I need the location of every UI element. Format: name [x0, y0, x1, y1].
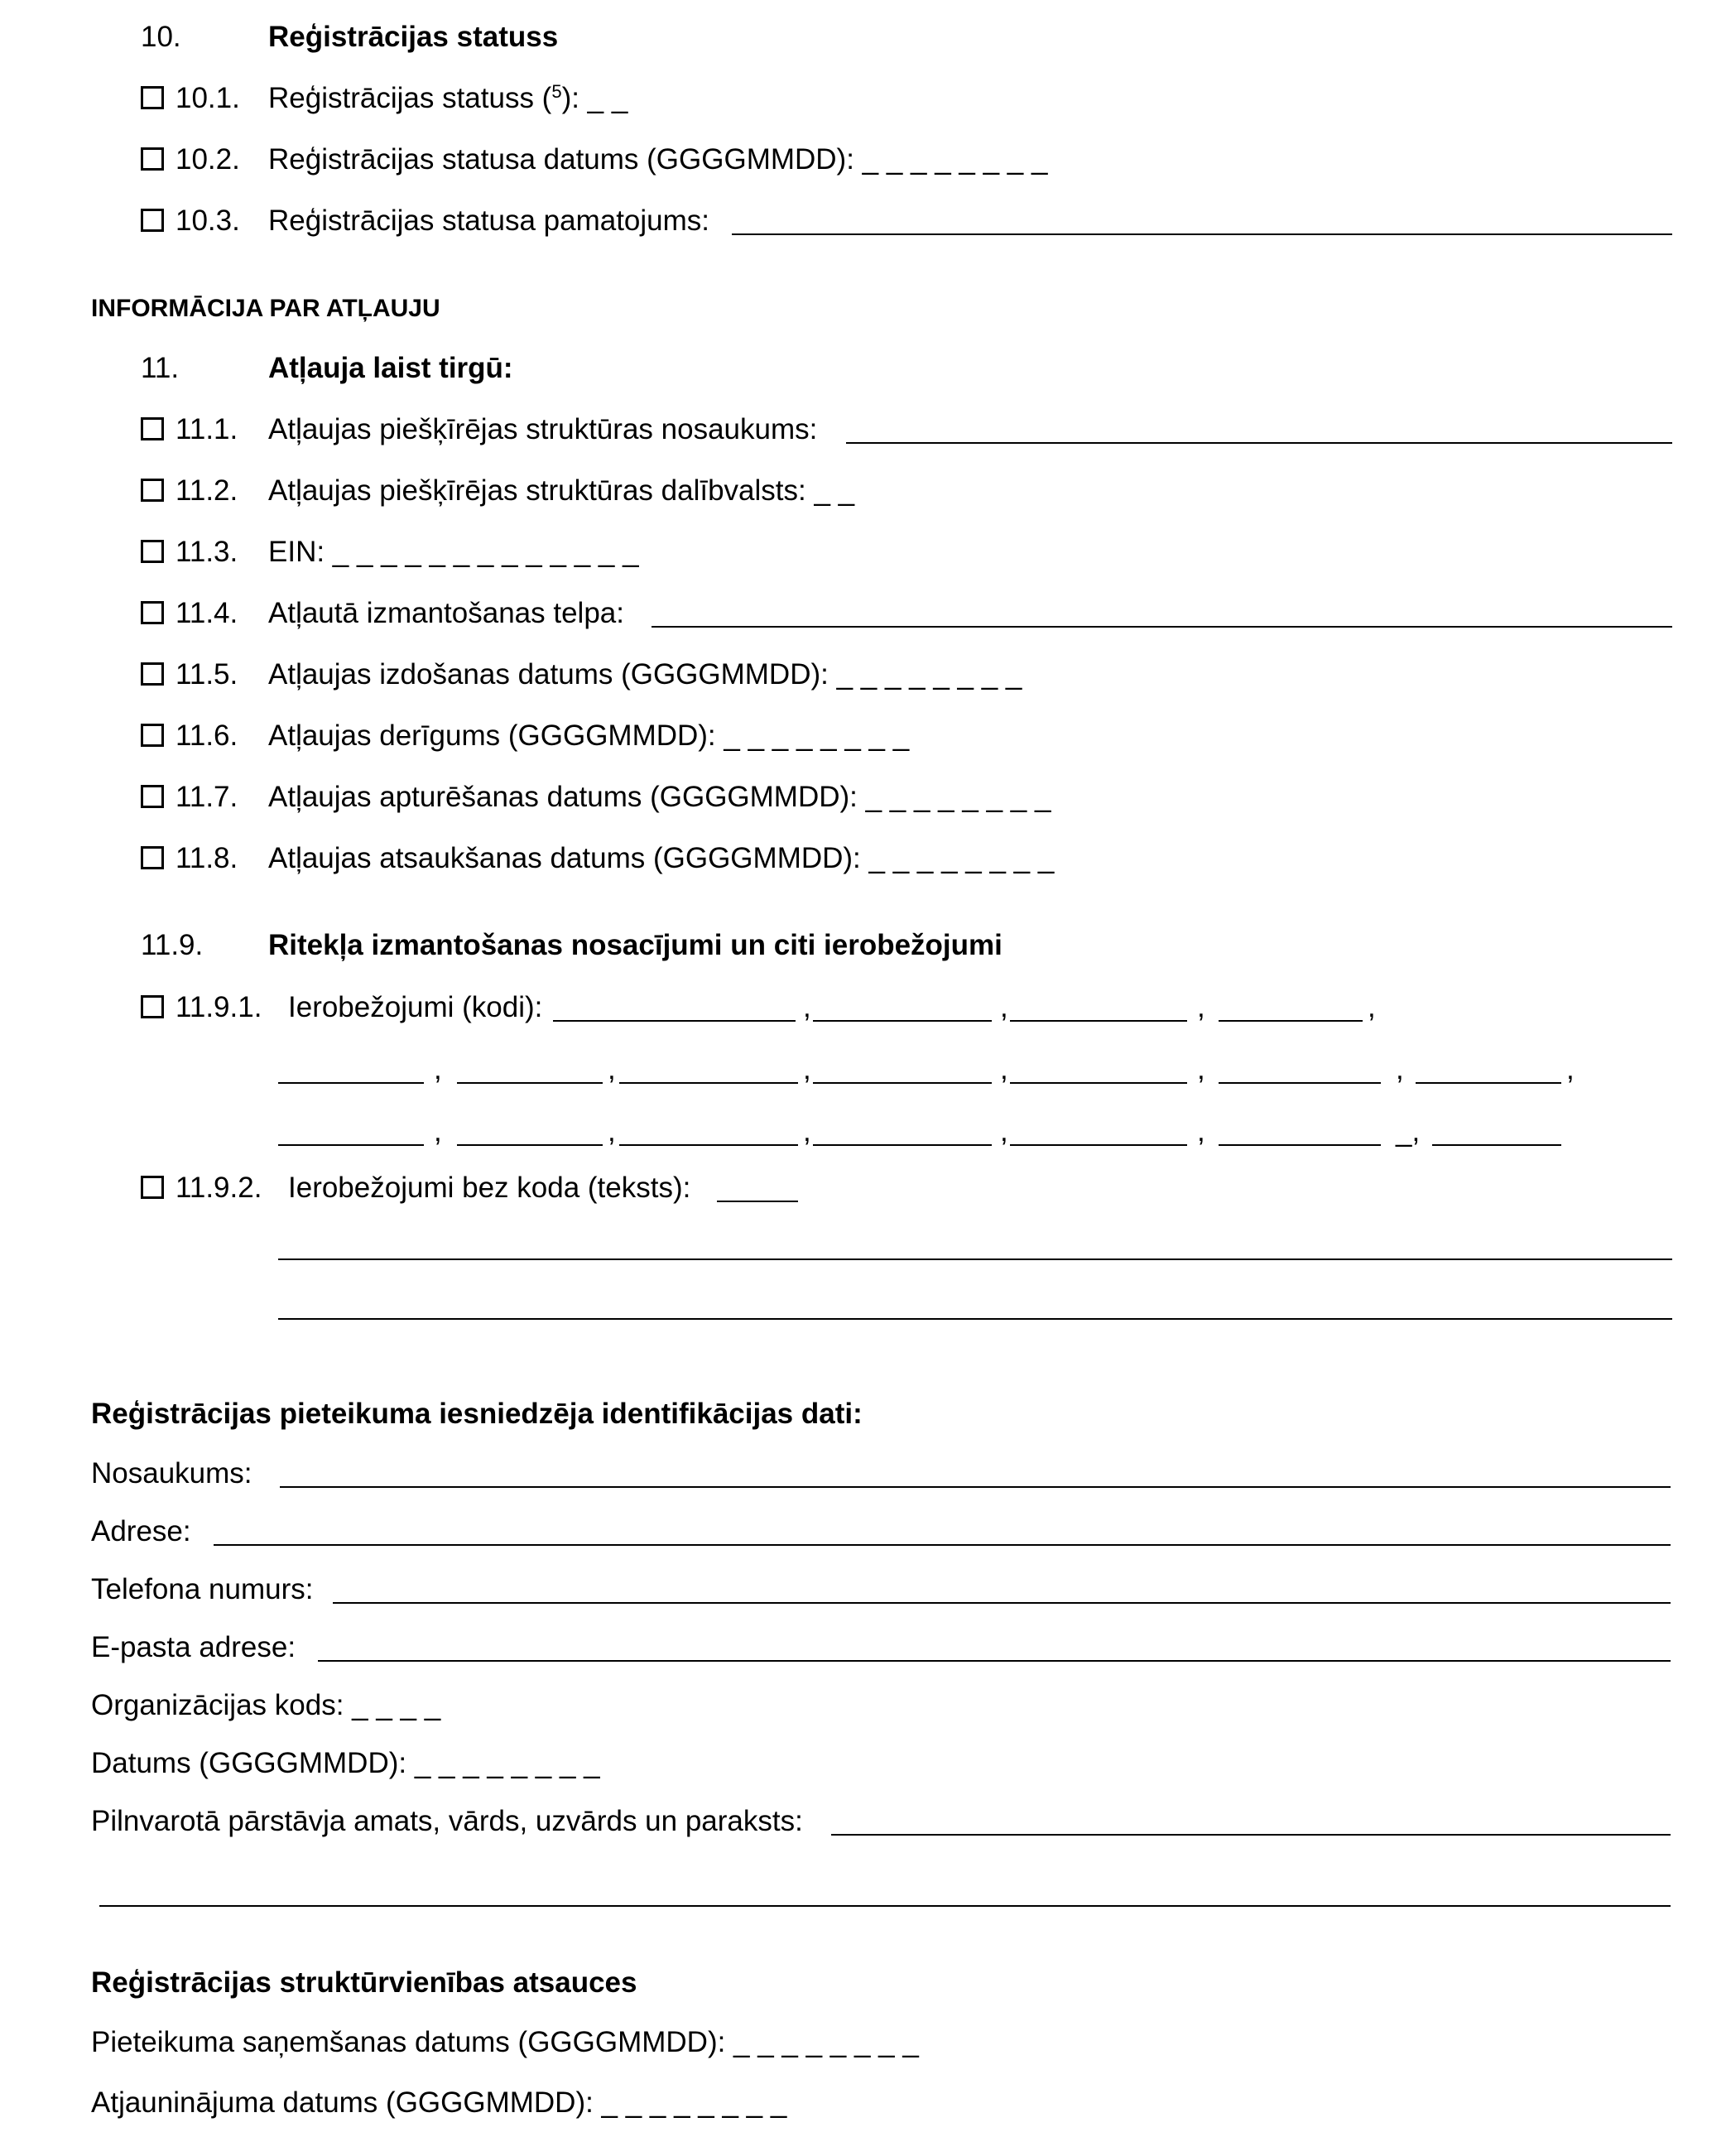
- permit-heading: [0, 288, 1731, 330]
- checkbox[interactable]: [141, 1176, 164, 1199]
- section-11-9-header: [0, 925, 1731, 966]
- field-label: Reģistrācijas statusa pamatojums:: [268, 205, 709, 237]
- field-10-1: [0, 78, 1731, 119]
- code-line[interactable]: [1219, 1144, 1381, 1146]
- field-number: 11.2.: [176, 474, 238, 507]
- field-number: 11.3.: [176, 536, 238, 568]
- heading: Reģistrācijas pieteikuma iesniedzēja identifikācijas dati:: [91, 1398, 863, 1430]
- checkbox[interactable]: [141, 417, 164, 440]
- field-label: Organizācijas kods: _ _ _ _: [91, 1689, 441, 1721]
- field-11-1: [0, 409, 1731, 450]
- field-label: Atjauninājuma datums (GGGGMMDD): _ _ _ _ _ _ _ _: [91, 2086, 787, 2119]
- checkbox[interactable]: [141, 846, 164, 869]
- fill-line[interactable]: [732, 233, 1672, 235]
- field-11-8: [0, 838, 1731, 879]
- heading: Reģistrācijas struktūrvienības atsauces: [91, 1966, 637, 1999]
- checkbox[interactable]: [141, 662, 164, 686]
- code-line[interactable]: [1010, 1082, 1187, 1084]
- field-11-2: [0, 470, 1731, 512]
- field-label: Atļaujas izdošanas datums (GGGGMMDD): _ _ _ _ _ _ _ _: [268, 658, 1022, 691]
- code-line[interactable]: [1219, 1082, 1381, 1084]
- code-line-row-2: , , , , , , ,: [0, 1049, 1731, 1090]
- field-label: Reģistrācijas statusa datums (GGGGMMDD): _ _ _ _ _ _ _ _: [268, 143, 1048, 176]
- code-line[interactable]: [553, 1020, 796, 1022]
- field-label: Telefona numurs:: [91, 1573, 314, 1605]
- code-line[interactable]: [1219, 1020, 1363, 1022]
- fill-line[interactable]: [717, 1201, 798, 1202]
- checkbox[interactable]: [141, 995, 164, 1018]
- applicant-heading: [0, 1393, 1731, 1435]
- field-label: E-pasta adrese:: [91, 1631, 296, 1663]
- code-line[interactable]: [278, 1082, 424, 1084]
- checkbox[interactable]: [141, 86, 164, 109]
- code-line[interactable]: [1010, 1020, 1187, 1022]
- field-10-2: [0, 139, 1731, 180]
- code-line[interactable]: [619, 1082, 798, 1084]
- field-label: Atļaujas atsaukšanas datums (GGGGMMDD): _ _ _ _ _ _ _ _: [268, 842, 1055, 874]
- field-number: 11.9.1.: [176, 991, 262, 1023]
- checkbox[interactable]: [141, 209, 164, 232]
- field-11-9-1: 11.9.1. Ierobežojumi (kodi): , , , ,: [0, 987, 1731, 1028]
- field-number: 11.7.: [176, 781, 238, 813]
- section-11-header: [0, 348, 1731, 389]
- field-label: Atļaujas piešķīrējas struktūras dalībvalsts: _ _: [268, 474, 855, 507]
- section-number: 10.: [141, 21, 181, 53]
- field-label: Pilnvarotā pārstāvja amats, vārds, uzvārds un paraksts:: [91, 1805, 803, 1837]
- code-line[interactable]: [813, 1020, 992, 1022]
- code-line[interactable]: [813, 1144, 992, 1146]
- applicant-date: [0, 1743, 1731, 1784]
- section-number: 11.: [141, 352, 180, 384]
- field-label: Ierobežojumi (kodi):: [288, 991, 543, 1023]
- field-label: Atļaujas derīgums (GGGGMMDD): _ _ _ _ _ _ _ _: [268, 719, 910, 752]
- applicant-name: [0, 1453, 1731, 1494]
- field-number: 10.2.: [176, 143, 240, 176]
- field-label: Adrese:: [91, 1515, 191, 1547]
- code-line[interactable]: [1010, 1144, 1187, 1146]
- field-number: 11.8.: [176, 842, 238, 874]
- field-number: 10.1.: [176, 82, 240, 114]
- applicant-org-code: [0, 1685, 1731, 1726]
- checkbox[interactable]: [141, 479, 164, 502]
- field-10-3: [0, 200, 1731, 242]
- field-number: 11.6.: [176, 719, 238, 752]
- registry-updated: [0, 2082, 1731, 2124]
- code-line[interactable]: [813, 1082, 992, 1084]
- applicant-phone: [0, 1569, 1731, 1610]
- section-title: Reģistrācijas statuss: [268, 21, 559, 53]
- field-11-4: [0, 593, 1731, 634]
- field-11-6: [0, 715, 1731, 757]
- code-line[interactable]: [457, 1144, 603, 1146]
- field-label: Nosaukums:: [91, 1457, 252, 1489]
- field-label: Atļaujas apturēšanas datums (GGGGMMDD): _ _ _ _ _ _ _ _: [268, 781, 1051, 813]
- field-number: 10.3.: [176, 205, 240, 237]
- field-label: Datums (GGGGMMDD): _ _ _ _ _ _ _ _: [91, 1747, 600, 1779]
- field-label: Pieteikuma saņemšanas datums (GGGGMMDD): _ _ _ _ _ _ _ _: [91, 2026, 919, 2058]
- applicant-address: [0, 1511, 1731, 1552]
- rep-line[interactable]: [831, 1834, 1671, 1836]
- field-label: Atļautā izmantošanas telpa:: [268, 597, 624, 629]
- section-title: Atļauja laist tirgū:: [268, 352, 513, 384]
- field-number: 11.4.: [176, 597, 238, 629]
- code-line[interactable]: [619, 1144, 798, 1146]
- heading: INFORMĀCIJA PAR ATĻAUJU: [91, 295, 440, 322]
- section-10-header: [0, 17, 1731, 58]
- applicant-email: [0, 1627, 1731, 1668]
- field-label: EIN: _ _ _ _ _ _ _ _ _ _ _ _ _: [268, 536, 639, 568]
- field-11-9-2: [0, 1167, 1731, 1209]
- field-11-7: [0, 777, 1731, 818]
- registry-received: [0, 2022, 1731, 2063]
- section-number: 11.9.: [141, 929, 204, 961]
- applicant-representative: [0, 1801, 1731, 1842]
- email-line[interactable]: [318, 1660, 1671, 1662]
- field-11-3: [0, 532, 1731, 573]
- code-line[interactable]: [1432, 1144, 1561, 1146]
- checkbox[interactable]: [141, 147, 164, 171]
- field-number: 11.1.: [176, 413, 238, 445]
- fill-line[interactable]: [846, 442, 1672, 444]
- code-line[interactable]: [278, 1144, 424, 1146]
- text-line[interactable]: [278, 1318, 1672, 1320]
- text-line[interactable]: [278, 1258, 1672, 1260]
- fill-line[interactable]: [652, 626, 1672, 628]
- checkbox[interactable]: [141, 785, 164, 808]
- field-label: Reģistrācijas statuss ($^5$): _ _: [268, 81, 628, 114]
- code-line[interactable]: [457, 1082, 603, 1084]
- rep-line-continued[interactable]: [99, 1905, 1671, 1907]
- name-line[interactable]: [280, 1486, 1671, 1488]
- checkbox[interactable]: [141, 540, 164, 563]
- field-label: Ierobežojumi bez koda (teksts):: [288, 1172, 691, 1204]
- registry-heading: [0, 1962, 1731, 2004]
- checkbox[interactable]: [141, 601, 164, 624]
- checkbox[interactable]: [141, 724, 164, 747]
- address-line[interactable]: [214, 1544, 1671, 1546]
- field-number: 11.9.2.: [176, 1172, 262, 1204]
- section-title: Ritekļa izmantošanas nosacījumi un citi ierobežojumi: [268, 929, 1003, 961]
- field-number: 11.5.: [176, 658, 238, 691]
- phone-line[interactable]: [333, 1602, 1671, 1604]
- field-11-5: [0, 654, 1731, 695]
- field-label: Atļaujas piešķīrējas struktūras nosaukums:: [268, 413, 818, 445]
- code-line-row-3: , , , , , _,: [0, 1111, 1731, 1153]
- code-line[interactable]: [1416, 1082, 1561, 1084]
